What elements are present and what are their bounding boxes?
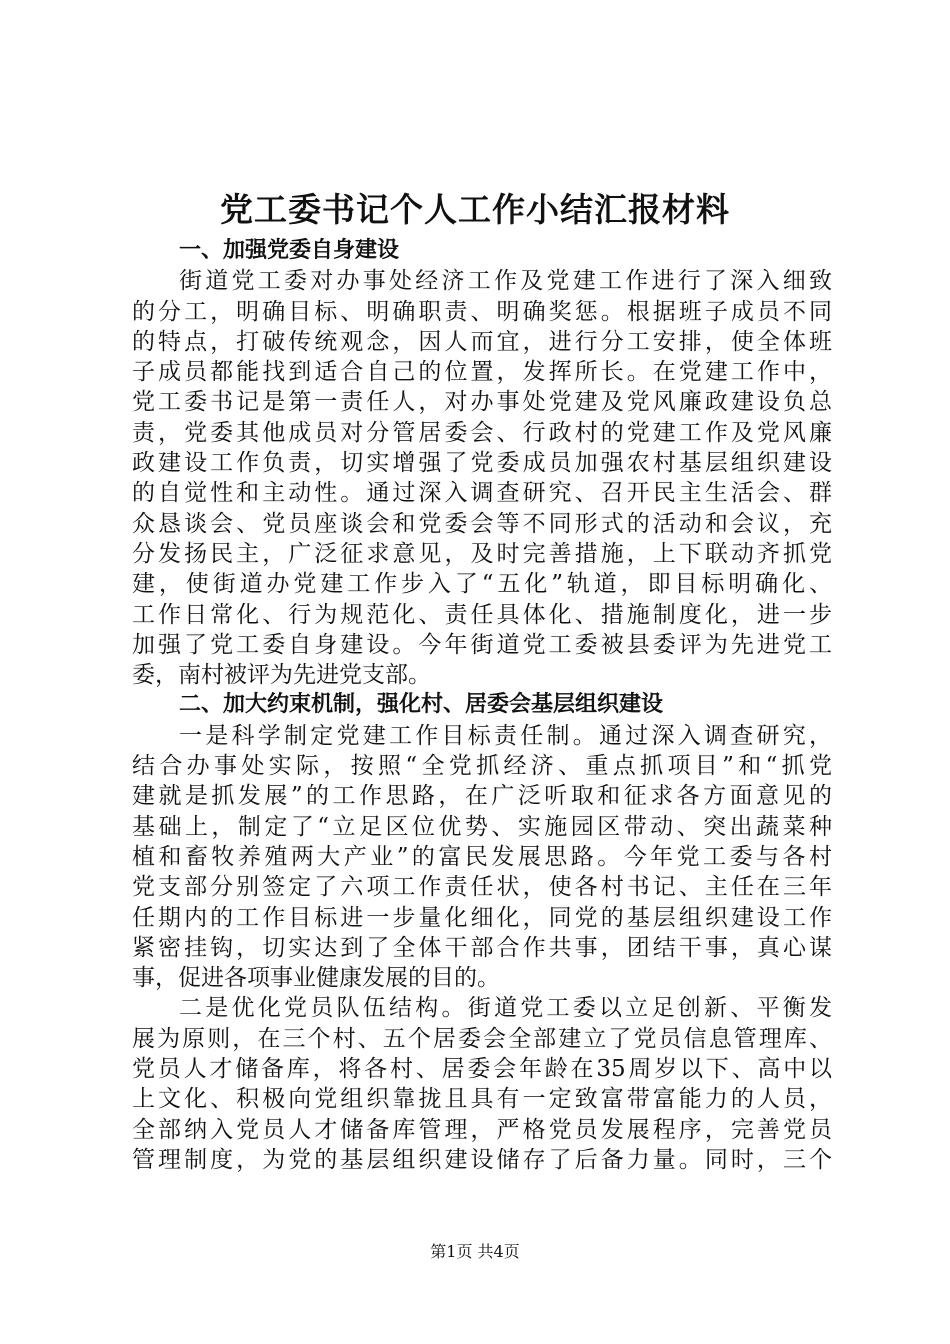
paragraph-line: 党工委书记是第一责任人，对办事处党建及党风廉政建设负总 bbox=[132, 389, 832, 416]
paragraph-line: 事，促进各项事业健康发展的目的。 bbox=[132, 965, 500, 992]
paragraph-line: 子成员都能找到适合自己的位置，发挥所长。在党建工作中， bbox=[132, 359, 832, 386]
paragraph-line: 展为原则，在三个村、五个居委会全部建立了党员信息管理库、 bbox=[132, 1025, 832, 1052]
paragraph-line: 加强了党工委自身建设。今年街道党工委被县委评为先进党工 bbox=[132, 631, 832, 658]
paragraph-line: 全部纳入党员人才储备库管理，严格党员发展程序，完善党员 bbox=[132, 1116, 832, 1143]
document-title: 党工委书记个人工作小结汇报材料 bbox=[220, 190, 730, 229]
section-heading: 一、加强党委自身建设 bbox=[179, 238, 400, 263]
paragraph-line: 党员人才储备库，将各村、居委会年龄在35周岁以下、高中以 bbox=[132, 1056, 832, 1083]
paragraph-line: 紧密挂钩，切实达到了全体干部合作共事，团结干事，真心谋 bbox=[132, 934, 832, 961]
paragraph-line: 分发扬民主，广泛征求意见，及时完善措施，上下联动齐抓党 bbox=[132, 540, 832, 567]
paragraph-line: 党支部分别签定了六项工作责任状，使各村书记、主任在三年 bbox=[132, 874, 832, 901]
document-body bbox=[132, 236, 832, 1175]
paragraph-line: 工作日常化、行为规范化、责任具体化、措施制度化，进一步 bbox=[132, 601, 832, 628]
paragraph-line: 基础上，制定了“立足区位优势、实施园区带动、突出蔬菜种 bbox=[132, 813, 832, 840]
section-heading: 二、加大约束机制，强化村、居委会基层组织建设 bbox=[179, 692, 664, 718]
page-footer: 第1页 共4页 bbox=[430, 1242, 520, 1261]
paragraph-line: 的分工，明确目标、明确职责、明确奖惩。根据班子成员不同 bbox=[132, 298, 832, 325]
paragraph-line: 二是优化党员队伍结构。街道党工委以立足创新、平衡发 bbox=[179, 995, 832, 1022]
paragraph-line: 众恳谈会、党员座谈会和党委会等不同形式的活动和会议，充 bbox=[132, 510, 832, 537]
paragraph-line: 建就是抓发展”的工作思路，在广泛听取和征求各方面意见的 bbox=[132, 783, 832, 810]
paragraph-line: 责，党委其他成员对分管居委会、行政村的党建工作及党风廉 bbox=[132, 419, 832, 446]
paragraph-line: 结合办事处实际，按照“全党抓经济、重点抓项目”和“抓党 bbox=[132, 753, 832, 780]
paragraph-line: 建，使街道办党建工作步入了“五化”轨道，即目标明确化、 bbox=[132, 571, 832, 598]
paragraph-line: 的特点，打破传统观念，因人而宜，进行分工安排，使全体班 bbox=[132, 328, 832, 355]
paragraph-line: 管理制度，为党的基层组织建设储存了后备力量。同时，三个 bbox=[132, 1146, 832, 1173]
paragraph-line: 的自觉性和主动性。通过深入调查研究、召开民主生活会、群 bbox=[132, 480, 832, 507]
paragraph-line: 政建设工作负责，切实增强了党委成员加强农村基层组织建设 bbox=[132, 450, 832, 477]
paragraph-line: 任期内的工作目标进一步量化细化，同党的基层组织建设工作 bbox=[132, 904, 832, 931]
paragraph-line: 上文化、积极向党组织靠拢且具有一定致富带富能力的人员， bbox=[132, 1086, 832, 1113]
paragraph-line: 委，南村被评为先进党支部。 bbox=[132, 662, 431, 689]
paragraph-line: 一是科学制定党建工作目标责任制。通过深入调查研究， bbox=[179, 722, 832, 749]
paragraph-line: 街道党工委对办事处经济工作及党建工作进行了深入细致 bbox=[179, 268, 832, 295]
paragraph-line: 植和畜牧养殖两大产业”的富民发展思路。今年党工委与各村 bbox=[132, 843, 832, 870]
